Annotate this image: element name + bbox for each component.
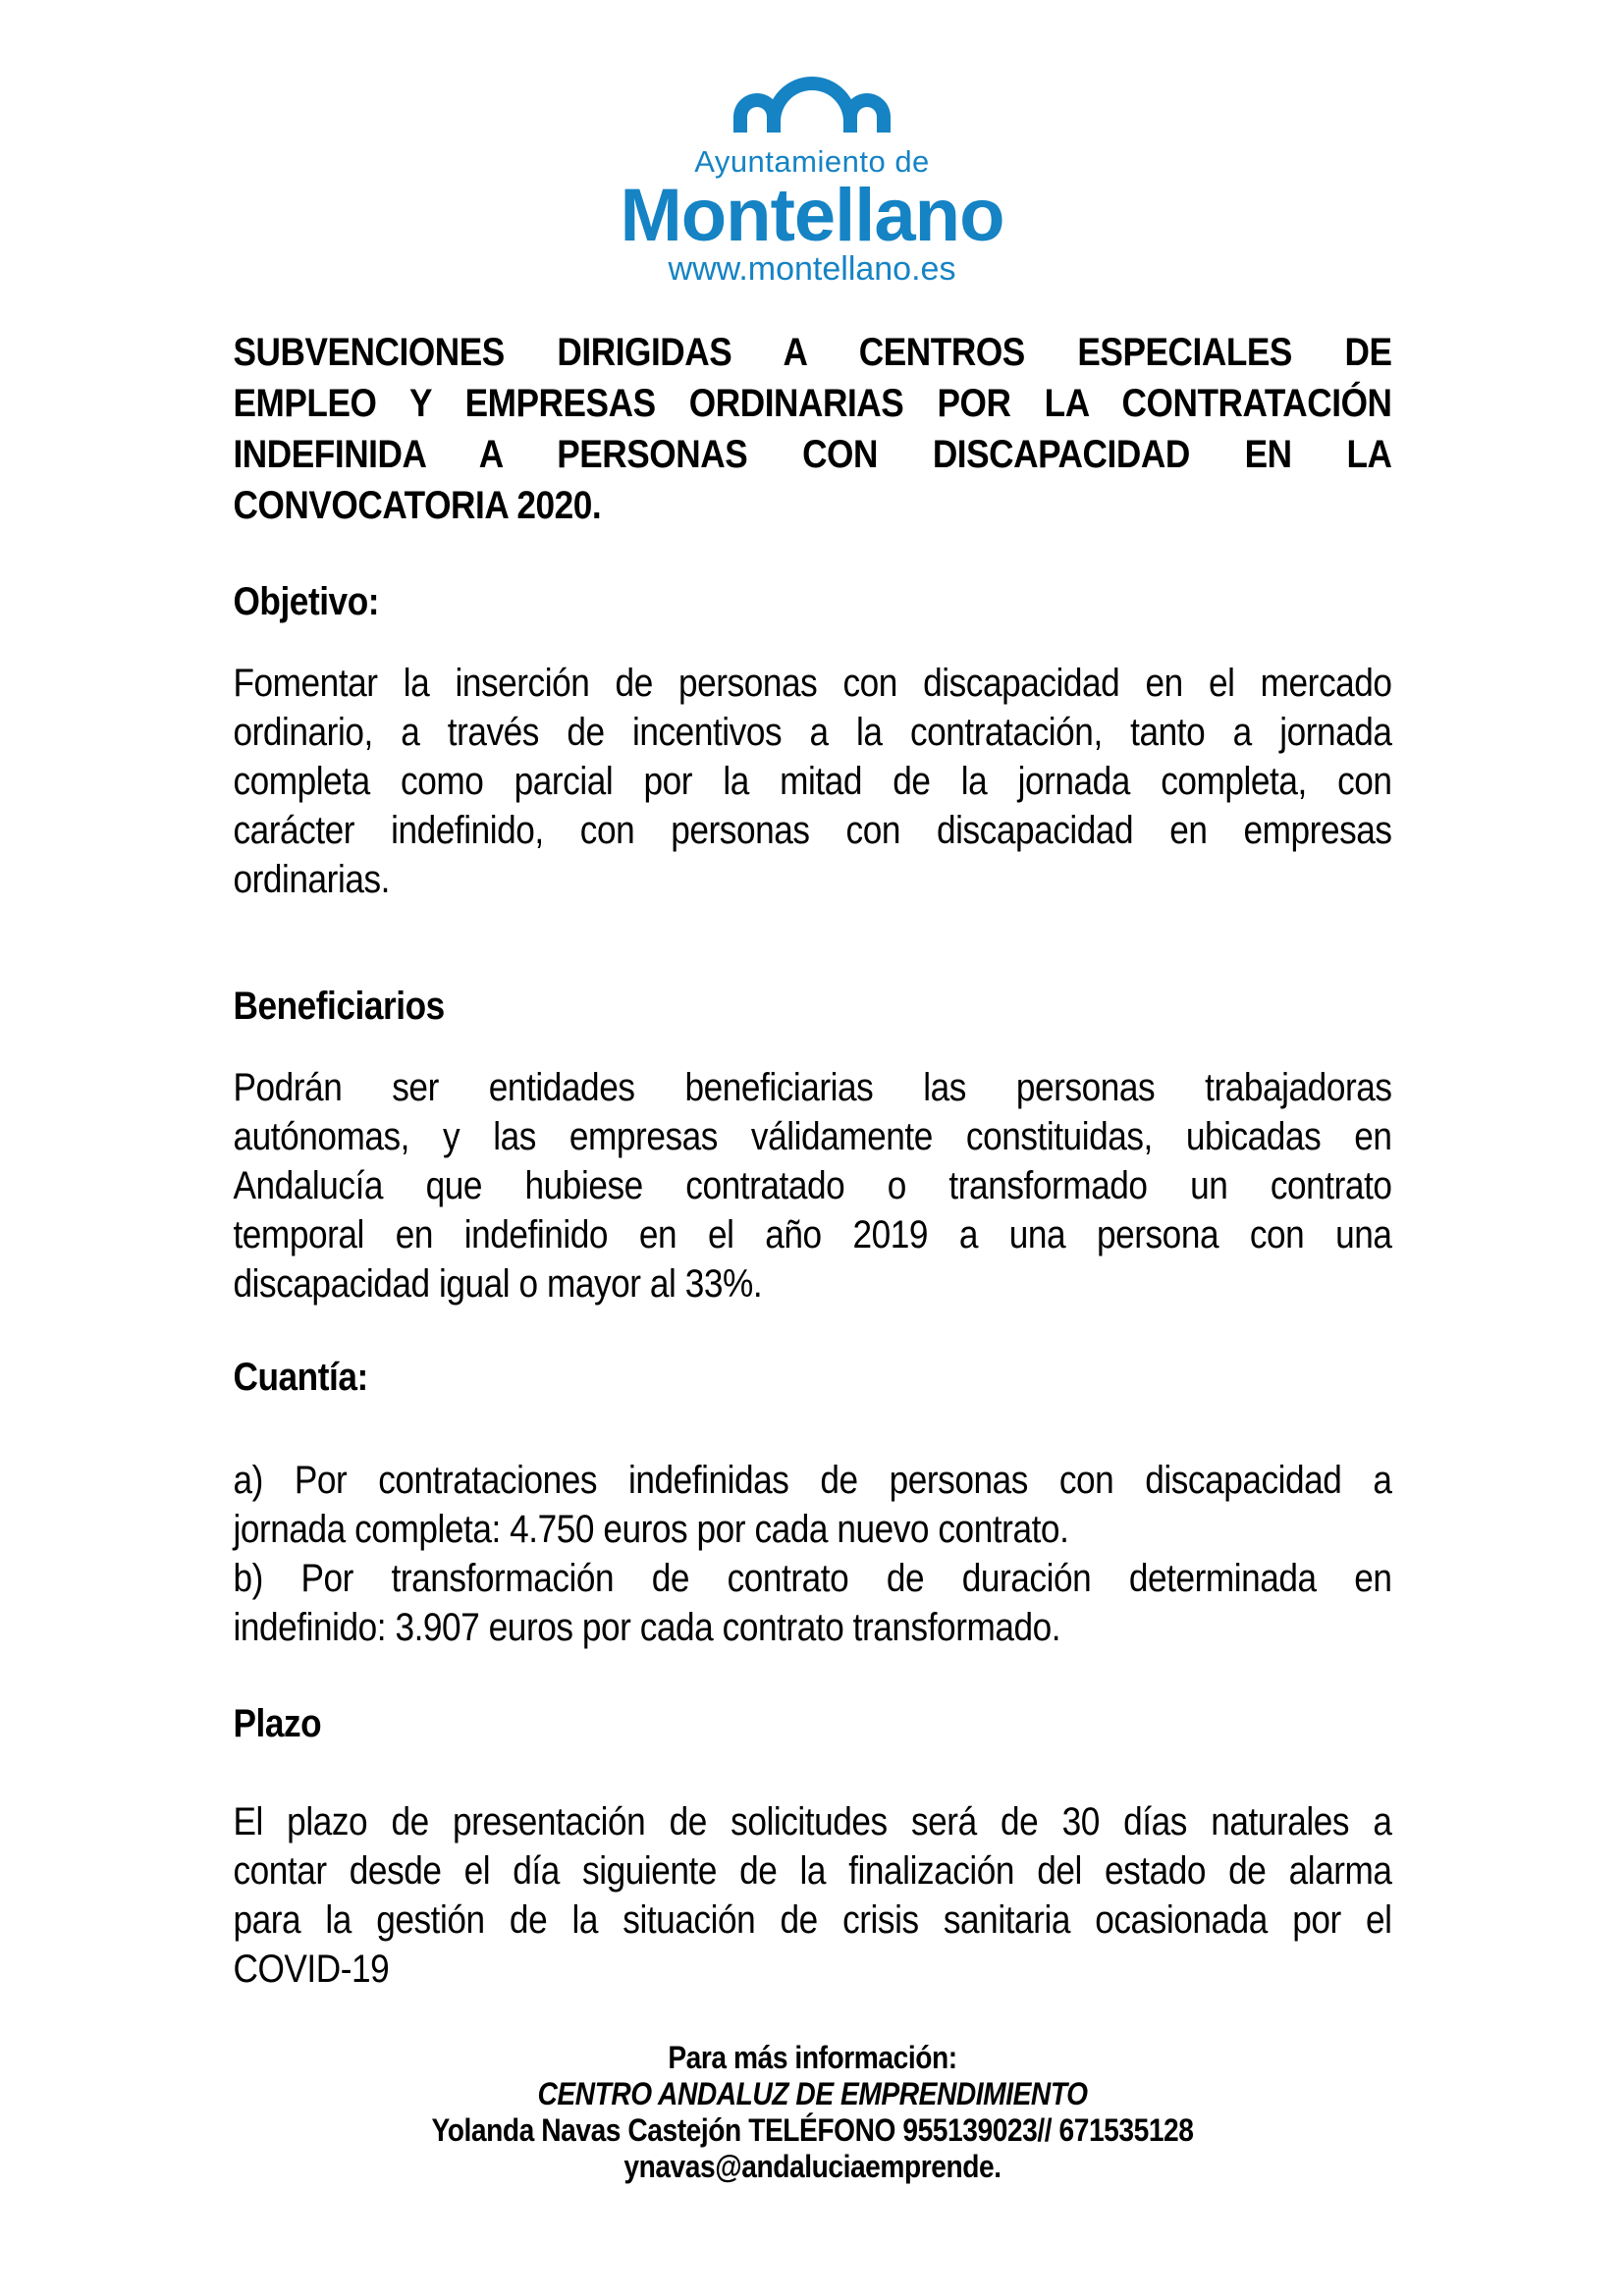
document-body <box>233 327 1391 2185</box>
logo-website: www.montellano.es <box>668 250 956 288</box>
title-line: EMPLEO Y EMPRESAS ORDINARIAS POR LA CONTRATACIÓN <box>232 382 1392 425</box>
logo-name: Montellano <box>620 174 1004 257</box>
paragraph-line: carácter indefinido, con personas con discapacidad en empresas <box>232 809 1392 853</box>
paragraph-line: completa como parcial por la mitad de la jornada completa, con <box>232 760 1392 804</box>
paragraph-line: autónomas, y las empresas válidamente constituidas, ubicadas en <box>232 1115 1392 1159</box>
section-heading-objetivo: Objetivo: <box>232 580 379 623</box>
footer-line: Yolanda Navas Castejón TELÉFONO 955139023// 671535128 <box>430 2112 1193 2149</box>
paragraph-line: para la gestión de la situación de crisis sanitaria ocasionada por el <box>232 1898 1392 1943</box>
page-title <box>233 327 1391 531</box>
paragraph-line: ordinario, a través de incentivos a la contratación, tanto a jornada <box>232 711 1392 755</box>
logo <box>233 0 1391 288</box>
paragraph-line: ordinarias. <box>232 858 390 902</box>
paragraph-cuantia-b <box>233 1554 1391 1652</box>
section-heading-plazo: Plazo <box>232 1702 321 1746</box>
paragraph-line: a) Por contrataciones indefinidas de personas con discapacidad a <box>232 1459 1392 1503</box>
paragraph-line: Podrán ser entidades beneficiarias las personas trabajadoras <box>232 1066 1392 1110</box>
footer-line: ynavas@andaluciaemprende. <box>623 2149 1001 2185</box>
paragraph-cuantia-a <box>233 1456 1391 1554</box>
paragraph-line: temporal en indefinido en el año 2019 a una persona con una <box>232 1213 1392 1257</box>
paragraph-line: COVID-19 <box>232 1948 389 1992</box>
title-line: SUBVENCIONES DIRIGIDAS A CENTROS ESPECIALES DE <box>232 331 1392 374</box>
paragraph-line: indefinido: 3.907 euros por cada contrato transformado. <box>232 1606 1060 1650</box>
paragraph-line: jornada completa: 4.750 euros por cada nuevo contrato. <box>232 1508 1068 1552</box>
title-line: CONVOCATORIA 2020. <box>232 484 601 527</box>
paragraph-line: Andalucía que hubiese contratado o transformado un contrato <box>232 1164 1392 1208</box>
paragraph-objetivo <box>233 659 1391 904</box>
paragraph-plazo <box>233 1797 1391 1994</box>
paragraph-line: El plazo de presentación de solicitudes será de 30 días naturales a <box>232 1800 1392 1844</box>
footer-contact <box>233 2040 1391 2185</box>
title-line: INDEFINIDA A PERSONAS CON DISCAPACIDAD EN LA <box>232 433 1392 476</box>
section-heading-cuantia: Cuantía: <box>232 1356 368 1400</box>
footer-line: Para más información: <box>667 2040 957 2076</box>
logo-organization: Ayuntamiento de <box>694 144 930 179</box>
footer-line: CENTRO ANDALUZ DE EMPRENDIMIENTO <box>536 2076 1088 2112</box>
paragraph-line: contar desde el día siguiente de la finalización del estado de alarma <box>232 1849 1392 1894</box>
section-heading-beneficiarios: Beneficiarios <box>232 985 445 1029</box>
paragraph-line: Fomentar la inserción de personas con discapacidad en el mercado <box>232 662 1392 706</box>
paragraph-beneficiarios <box>233 1063 1391 1308</box>
montellano-arches-icon <box>733 77 891 133</box>
paragraph-line: discapacidad igual o mayor al 33%. <box>232 1262 762 1307</box>
paragraph-line: b) Por transformación de contrato de duración determinada en <box>232 1557 1392 1601</box>
